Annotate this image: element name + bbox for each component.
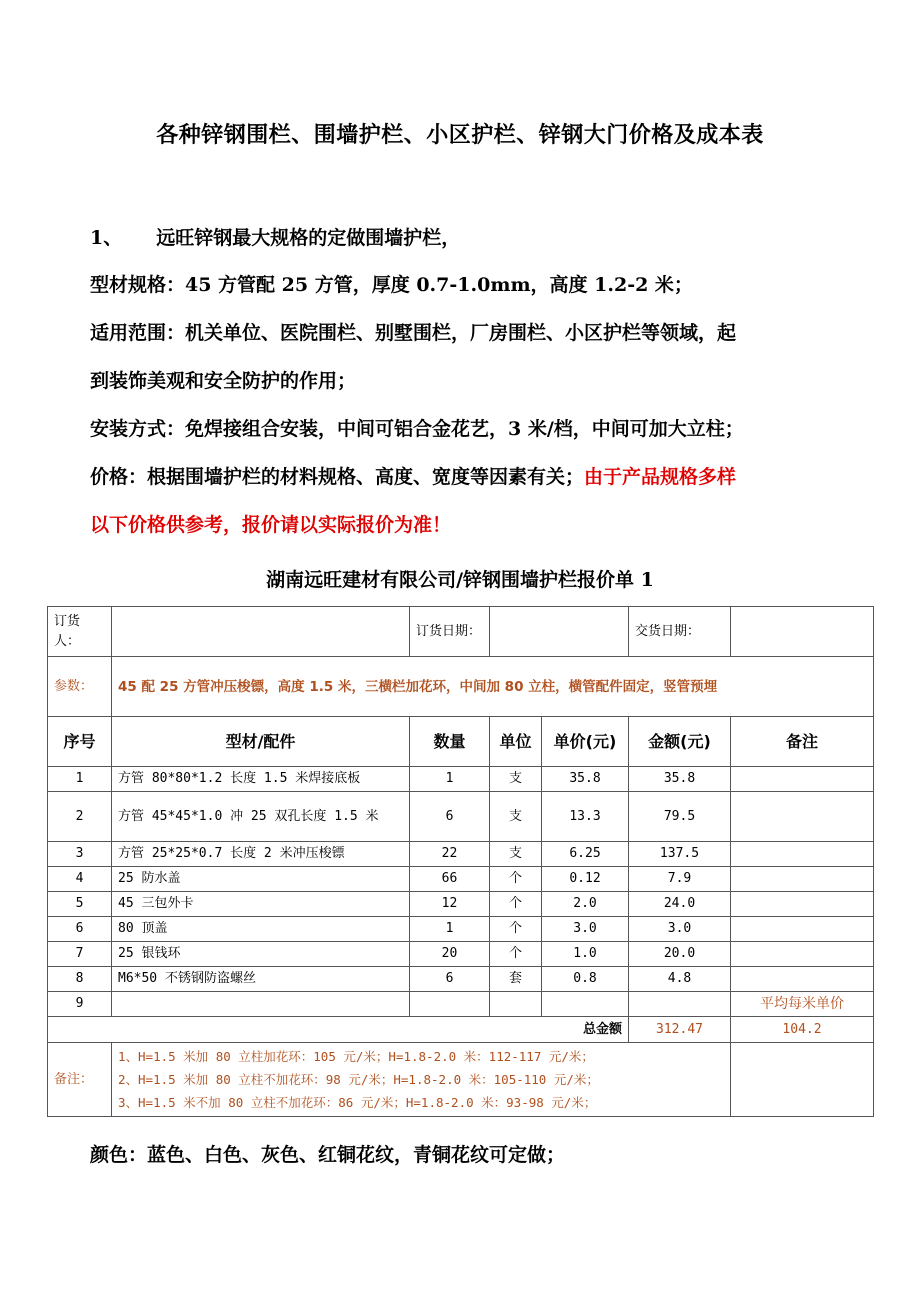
header-item: 型材/配件 [112, 717, 410, 767]
row-item: 方管 45*45*1.0 冲 25 双孔长度 1.5 米 [112, 792, 410, 842]
row-qty: 20 [410, 942, 490, 967]
delivery-date-label: 交货日期： [629, 607, 731, 657]
order-date-label: 订货日期： [410, 607, 490, 657]
note-item: 2、H=1.5 米加 80 立柱不加花环：98 元/米；H=1.8-2.0 米：105-110 元/米； [118, 1072, 599, 1087]
row-no: 8 [48, 967, 112, 992]
row-qty: 6 [410, 967, 490, 992]
row-remark [731, 942, 874, 967]
row-price: 13.3 [542, 792, 629, 842]
row-remark [731, 967, 874, 992]
row-price: 0.12 [542, 867, 629, 892]
row-unit: 个 [490, 867, 542, 892]
row-qty: 1 [410, 917, 490, 942]
row-item: 45 三包外卡 [112, 892, 410, 917]
orderer-label: 订货人： [48, 607, 112, 657]
row-item: 方管 25*25*0.7 长度 2 米冲压梭镖 [112, 842, 410, 867]
notes-label: 备注： [48, 1043, 112, 1117]
row-unit: 套 [490, 967, 542, 992]
price-prefix: 价格：根据围墙护栏的材料规格、高度、宽度等因素有关； [90, 466, 585, 488]
row-unit: 个 [490, 892, 542, 917]
row-remark [731, 842, 874, 867]
avg-price-value: 104.2 [731, 1017, 874, 1043]
row-amount: 79.5 [629, 792, 731, 842]
row-no: 3 [48, 842, 112, 867]
table-row [48, 942, 874, 967]
quote-table-title: 湖南远旺建材有限公司/锌钢围墙护栏报价单 1 [266, 569, 654, 591]
note-item: 3、H=1.5 米不加 80 立柱不加花环：86 元/米；H=1.8-2.0 米：93-98 元/米； [118, 1095, 597, 1110]
row-remark [731, 867, 874, 892]
row-no: 1 [48, 767, 112, 792]
row-remark [731, 792, 874, 842]
row-no: 9 [48, 992, 112, 1017]
scope-line-1: 适用范围：机关单位、医院围栏、别墅围栏，厂房围栏、小区护栏等领域，起 [90, 322, 737, 344]
row-item: 80 顶盖 [112, 917, 410, 942]
price-warning-1: 由于产品规格多样 [584, 466, 737, 488]
row-price: 35.8 [542, 767, 629, 792]
table-header-row [48, 717, 874, 767]
table-row [48, 767, 874, 792]
params-text: 45 配 25 方管冲压梭镖，高度 1.5 米，三横栏加花环，中间加 80 立柱，横管配件固定，竖管预埋 [112, 657, 874, 717]
params-row [48, 657, 874, 717]
total-label: 总金额 [48, 1017, 629, 1043]
notes-row [48, 1043, 874, 1117]
table-row [48, 792, 874, 842]
section-heading-text: 远旺锌钢最大规格的定做围墙护栏， [156, 227, 461, 249]
scope-line-2: 到装饰美观和安全防护的作用； [90, 370, 357, 392]
row-amount: 24.0 [629, 892, 731, 917]
row-qty: 22 [410, 842, 490, 867]
colors-line: 颜色：蓝色、白色、灰色、红铜花纹，青铜花纹可定做； [90, 1144, 566, 1166]
header-unit: 单位 [490, 717, 542, 767]
section-number: 1、 [90, 227, 123, 249]
row-qty: 12 [410, 892, 490, 917]
row-amount: 20.0 [629, 942, 731, 967]
table-row [48, 967, 874, 992]
header-amount: 金额(元) [629, 717, 731, 767]
quote-table [47, 606, 874, 1117]
row-qty: 66 [410, 867, 490, 892]
page-title: 各种锌钢围栏、围墙护栏、小区护栏、锌钢大门价格及成本表 [156, 122, 764, 148]
row-amount: 35.8 [629, 767, 731, 792]
row-unit: 个 [490, 942, 542, 967]
row-unit: 个 [490, 917, 542, 942]
row-amount: 137.5 [629, 842, 731, 867]
header-no: 序号 [48, 717, 112, 767]
table-row [48, 842, 874, 867]
install-line: 安装方式：免焊接组合安装，中间可铝合金花艺，3 米/档，中间可加大立柱； [90, 418, 744, 440]
total-row [48, 1017, 874, 1043]
row-no: 6 [48, 917, 112, 942]
header-price: 单价(元) [542, 717, 629, 767]
avg-price-label: 平均每米单价 [731, 992, 874, 1017]
row-no: 7 [48, 942, 112, 967]
note-item: 1、H=1.5 米加 80 立柱加花环：105 元/米；H=1.8-2.0 米：112-117 元/米； [118, 1049, 594, 1064]
table-row [48, 867, 874, 892]
header-remark: 备注 [731, 717, 874, 767]
row-remark [731, 892, 874, 917]
price-line [90, 462, 736, 489]
row-amount: 3.0 [629, 917, 731, 942]
row-amount: 4.8 [629, 967, 731, 992]
header-qty: 数量 [410, 717, 490, 767]
notes-extra [731, 1043, 874, 1117]
row-item: M6*50 不锈钢防盗螺丝 [112, 967, 410, 992]
row-qty: 6 [410, 792, 490, 842]
row-item [112, 992, 410, 1017]
row-qty: 1 [410, 767, 490, 792]
price-warning-2: 以下价格供参考，报价请以实际报价为准！ [90, 514, 452, 536]
row-price: 2.0 [542, 892, 629, 917]
row-item: 25 银钱环 [112, 942, 410, 967]
row-price: 0.8 [542, 967, 629, 992]
order-date-value [490, 607, 629, 657]
table-row [48, 892, 874, 917]
row-price: 6.25 [542, 842, 629, 867]
row-unit: 支 [490, 767, 542, 792]
total-value: 312.47 [629, 1017, 731, 1043]
row-item: 方管 80*80*1.2 长度 1.5 米焊接底板 [112, 767, 410, 792]
params-label: 参数： [48, 657, 112, 717]
spec-line: 型材规格：45 方管配 25 方管，厚度 0.7-1.0mm，高度 1.2-2 米； [90, 274, 693, 296]
orderer-value [112, 607, 410, 657]
row-price [542, 992, 629, 1017]
notes-content [112, 1043, 731, 1117]
table-row [48, 917, 874, 942]
section-heading [90, 223, 460, 250]
row-unit: 支 [490, 842, 542, 867]
row-price: 3.0 [542, 917, 629, 942]
row-no: 2 [48, 792, 112, 842]
row-no: 5 [48, 892, 112, 917]
delivery-date-value [731, 607, 874, 657]
row-unit: 支 [490, 792, 542, 842]
row-unit [490, 992, 542, 1017]
row-remark [731, 917, 874, 942]
table-row [48, 992, 874, 1017]
row-amount [629, 992, 731, 1017]
row-price: 1.0 [542, 942, 629, 967]
row-amount: 7.9 [629, 867, 731, 892]
row-remark [731, 767, 874, 792]
order-info-row [48, 607, 874, 657]
row-item: 25 防水盖 [112, 867, 410, 892]
row-qty [410, 992, 490, 1017]
row-no: 4 [48, 867, 112, 892]
